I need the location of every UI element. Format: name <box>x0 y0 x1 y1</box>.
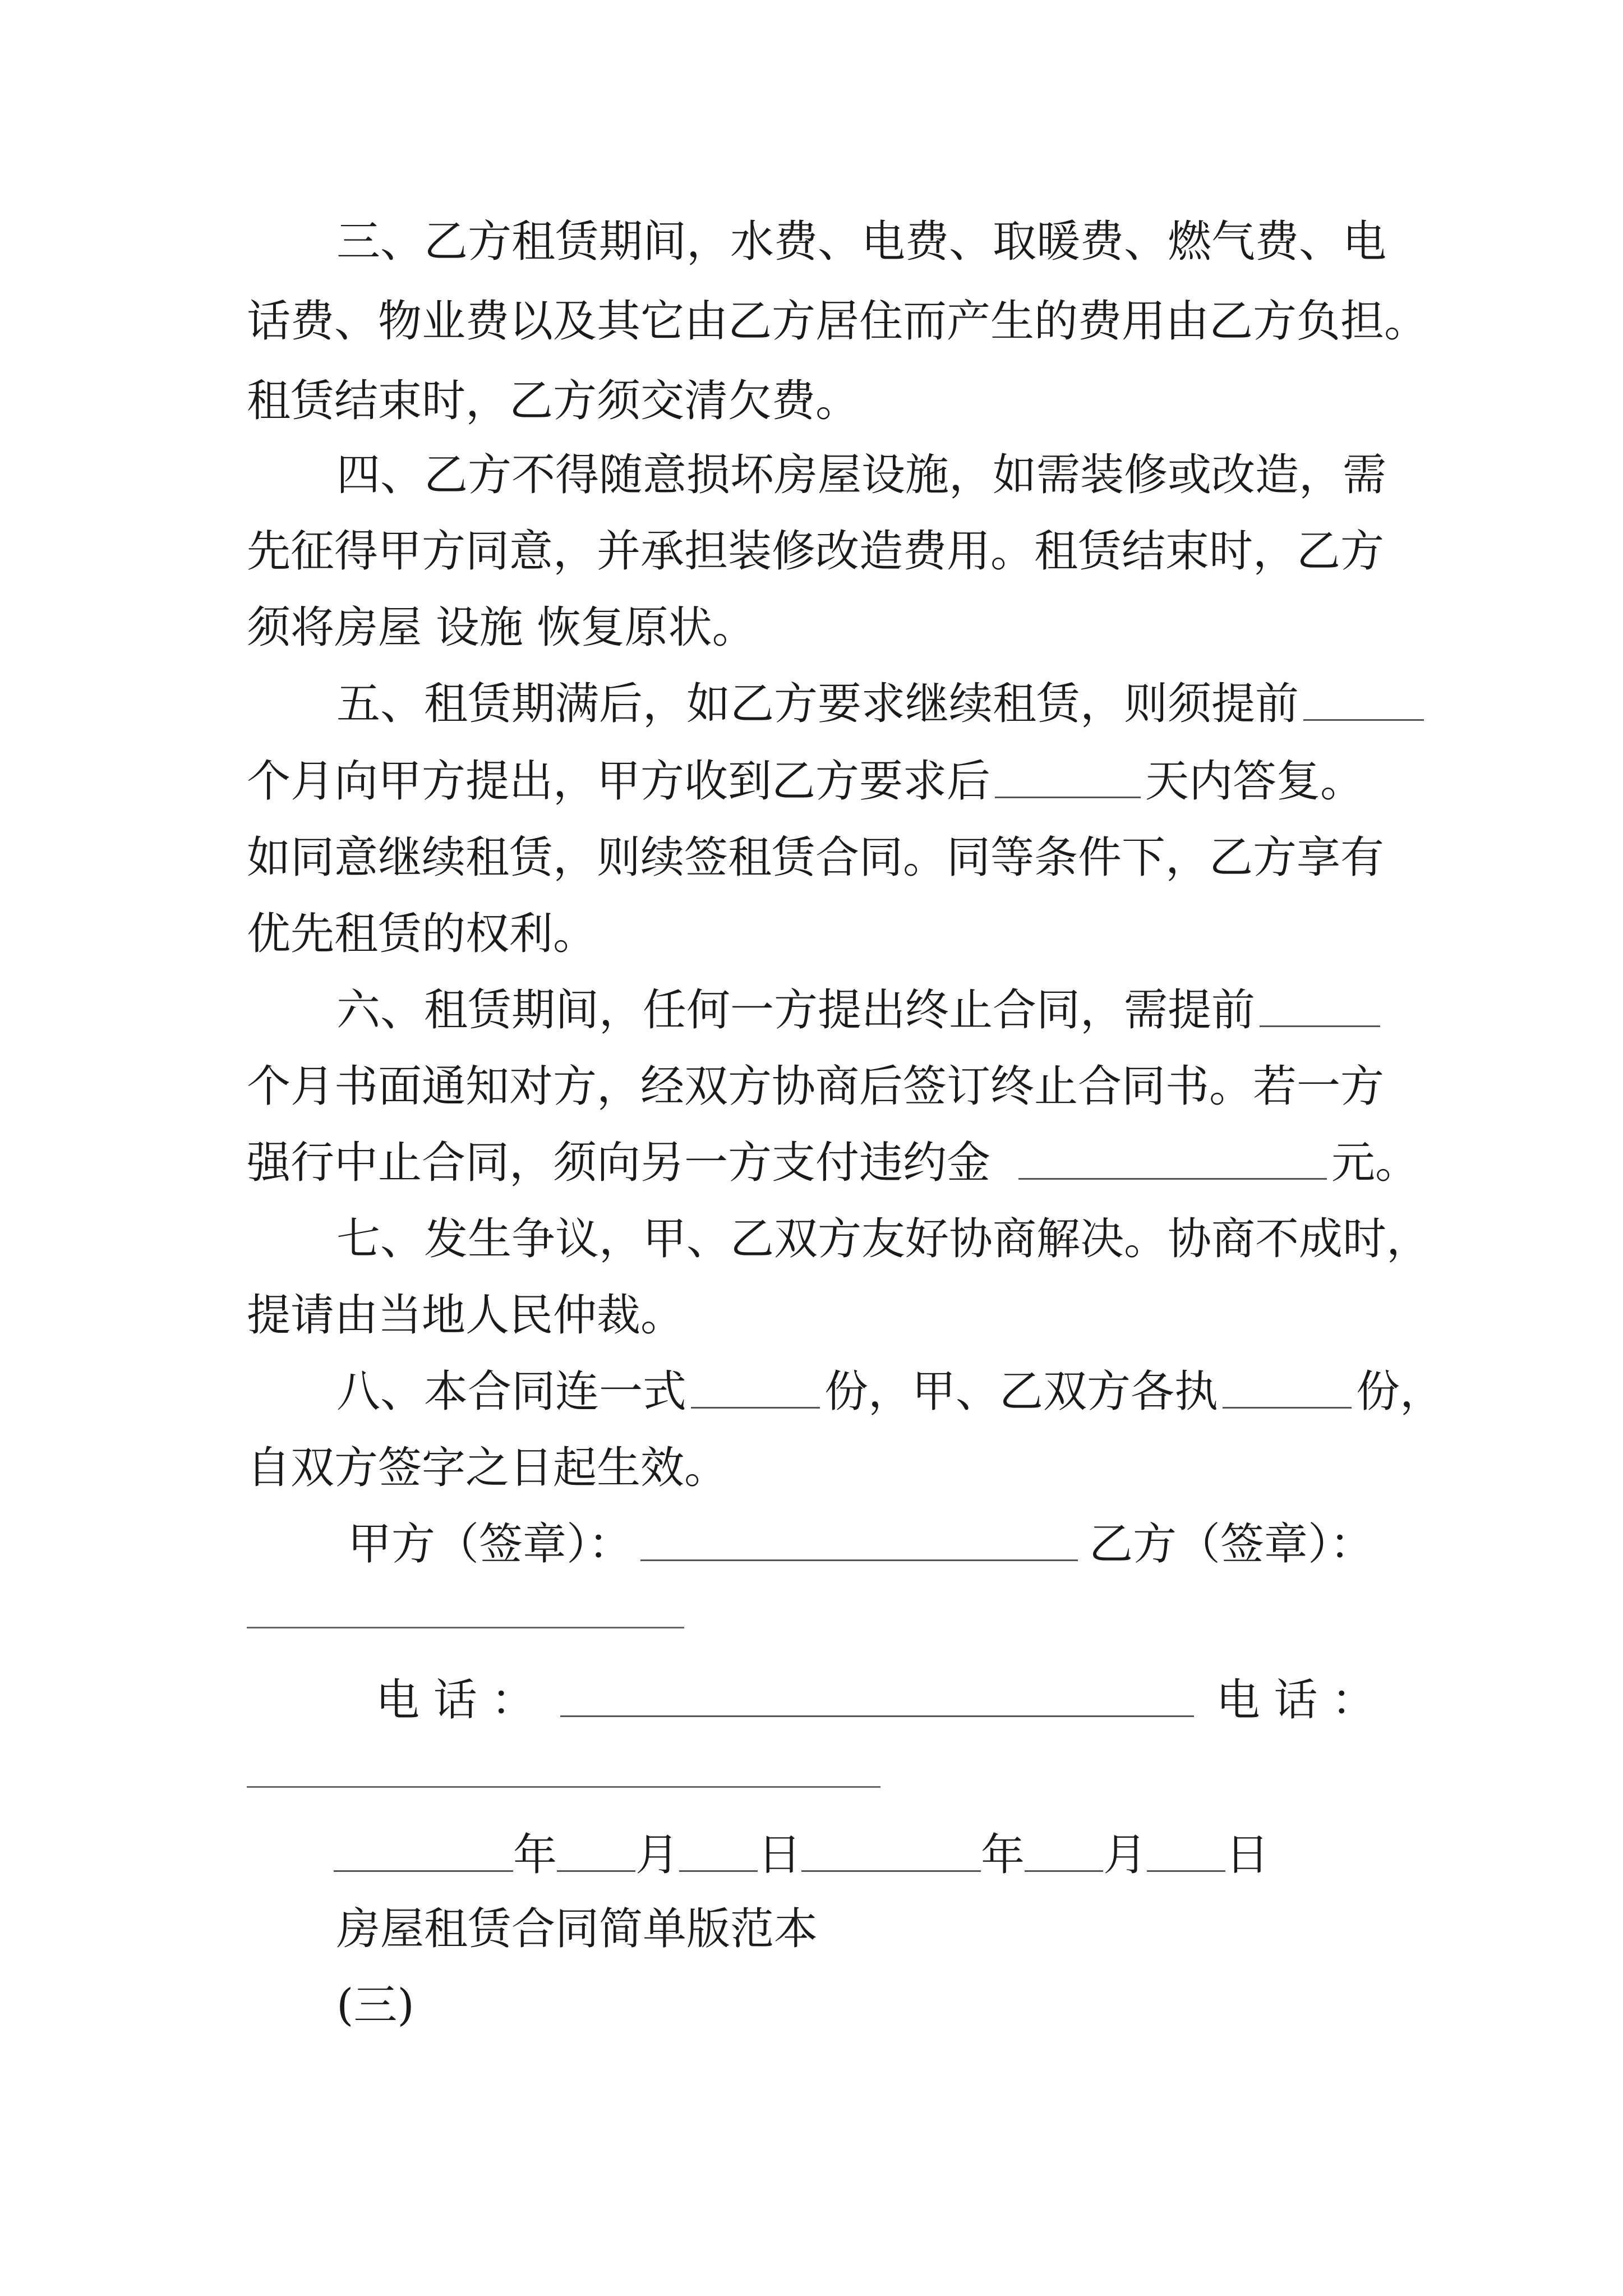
clause-8-line-2: 自双方签字之日起生效。 <box>247 1443 728 1493</box>
month-label: 月 <box>1103 1830 1147 1880</box>
party-b-phone-label: 电 话 ： <box>1216 1675 1376 1726</box>
year-label: 年 <box>981 1830 1025 1880</box>
clause-6-line-1 <box>336 985 1380 1036</box>
party-b-month-blank <box>1025 1870 1103 1872</box>
next-section-title: 房屋租赁合同简单版范本 <box>336 1904 818 1954</box>
party-a-signature-label: 甲方（签章）： <box>348 1519 633 1570</box>
party-a-month-blank <box>557 1870 635 1872</box>
clause-6-text: 六、租赁期间，任何一方提出终止合同，需提前 <box>336 985 1256 1036</box>
clause-5-line-2 <box>247 756 1364 807</box>
clause-8-text: 份，甲、乙双方各执 <box>824 1366 1219 1417</box>
clause-8-line-1 <box>336 1366 1444 1417</box>
clause-5-text: 个月向甲方提出，甲方收到乙方要求后 <box>247 756 991 807</box>
party-b-phone-blank <box>247 1786 880 1788</box>
clause-6-line-2: 个月书面通知对方，经双方协商后签订终止合同书。若一方 <box>247 1061 1385 1112</box>
clause-3-line-3: 租赁结束时，乙方须交清欠费。 <box>247 376 860 426</box>
clause-7-line-2: 提请由当地人民仲裁。 <box>247 1290 685 1341</box>
clause-4-line-3: 须将房屋 设施 恢复原状。 <box>247 602 756 653</box>
day-label: 日 <box>1225 1830 1270 1880</box>
party-a-phone-label: 电 话 ： <box>376 1675 535 1726</box>
months-notice-blank <box>1303 719 1424 721</box>
clause-6-line-3 <box>247 1138 1419 1188</box>
party-b-signature-blank <box>247 1627 684 1628</box>
copies-total-blank <box>691 1406 820 1409</box>
clause-6-text: 元。 <box>1331 1138 1419 1188</box>
party-b-day-blank <box>1147 1870 1225 1872</box>
party-a-day-blank <box>679 1870 758 1872</box>
clause-3-line-2: 话费、物业费以及其它由乙方居住而产生的费用由乙方负担。 <box>247 296 1428 347</box>
clause-6-text: 强行中止合同，须向另一方支付违约金 <box>247 1138 991 1188</box>
clause-5-line-1 <box>336 679 1424 729</box>
clause-3-line-1: 三、乙方租赁期间，水费、电费、取暖费、燃气费、电 <box>336 217 1387 267</box>
party-a-phone-blank <box>560 1715 1194 1717</box>
clause-5-line-4: 优先租赁的权利。 <box>247 909 597 959</box>
clause-8-text: 份， <box>1356 1366 1444 1417</box>
day-label: 日 <box>758 1830 802 1880</box>
clause-7-line-1: 七、发生争议，甲、乙双方友好协商解决。协商不成时， <box>336 1214 1431 1264</box>
clause-5-text: 五、租赁期满后，如乙方要求继续租赁，则须提前 <box>336 679 1299 729</box>
clause-5-text: 天内答复。 <box>1145 756 1364 807</box>
date-line <box>334 1830 1270 1880</box>
clause-4-line-1: 四、乙方不得随意损坏房屋设施，如需装修或改造，需 <box>336 450 1387 500</box>
reply-days-blank <box>995 796 1141 798</box>
party-b-signature-label: 乙方（签章）： <box>1089 1519 1374 1570</box>
month-label: 月 <box>635 1830 680 1880</box>
clause-5-line-3: 如同意继续租赁，则续签租赁合同。同等条件下，乙方享有 <box>247 832 1385 883</box>
signature-line <box>348 1519 1374 1570</box>
termination-notice-blank <box>1260 1025 1380 1027</box>
next-section-number: (三) <box>336 1980 414 2031</box>
penalty-amount-blank <box>1018 1177 1327 1180</box>
party-a-signature-blank <box>640 1559 1078 1561</box>
party-a-year-blank <box>334 1870 513 1872</box>
year-label: 年 <box>513 1830 557 1880</box>
clause-4-line-2: 先征得甲方同意，并承担装修改造费用。租赁结束时，乙方 <box>247 526 1385 577</box>
copies-each-blank <box>1223 1406 1352 1409</box>
phone-line <box>376 1675 1376 1726</box>
clause-8-text: 八、本合同连一式 <box>336 1366 687 1417</box>
party-b-year-blank <box>801 1870 981 1872</box>
